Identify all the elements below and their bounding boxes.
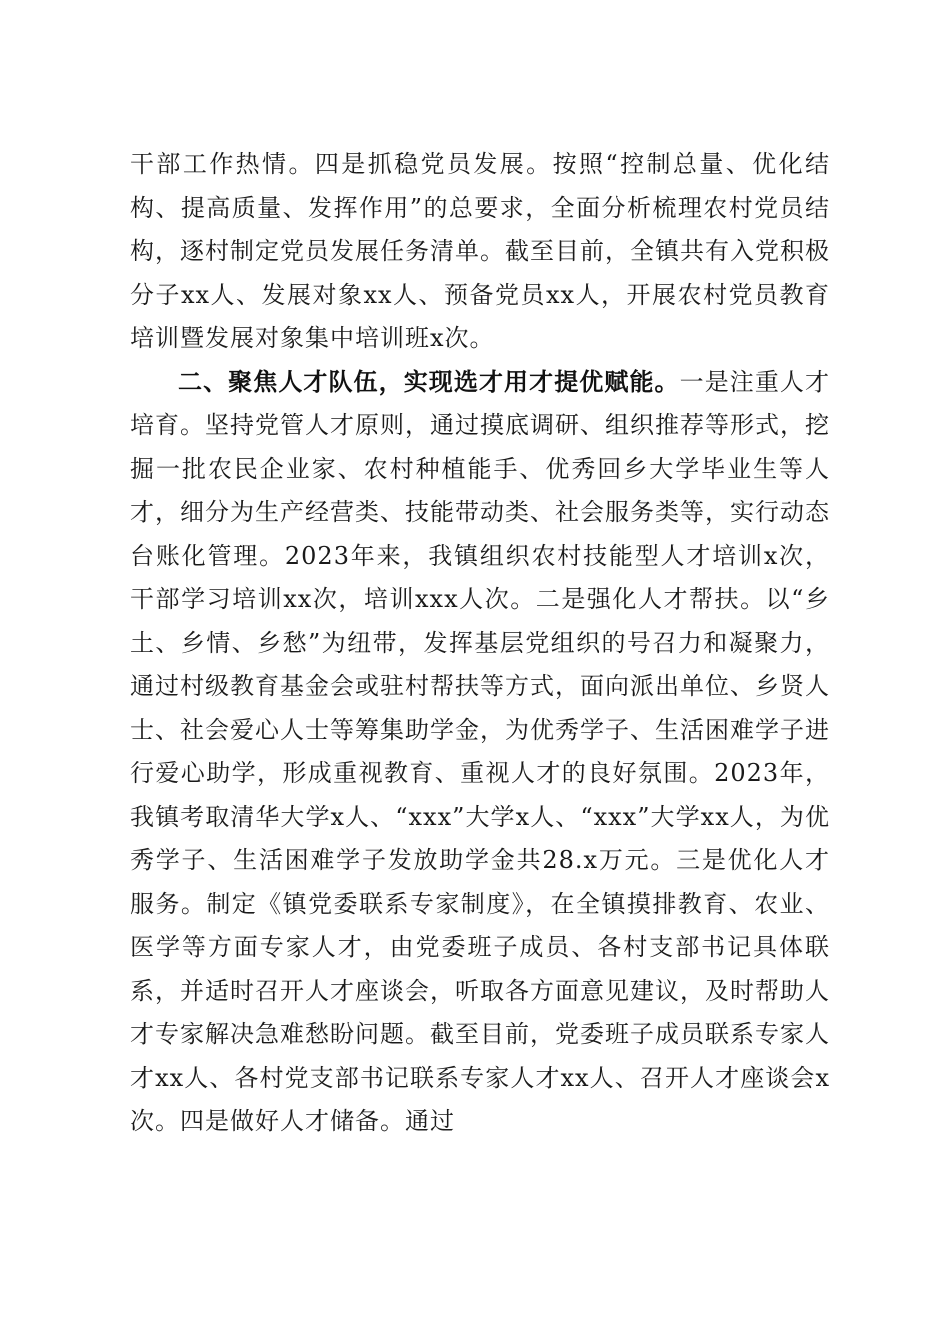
section-2-body: 一是注重人才培育。坚持党管人才原则，通过摸底调研、组织推荐等形式，挖掘一批农民企业家、农村种植能手、优秀回乡大学毕业生等人才，细分为生产经营类、技能带动类、社会服务类等，实行动态台账化管理。2023年来，我镇组织农村技能型人才培训x次，干部学习培训xx次，培训xxx人次。二是强化人才帮扶。以“乡土、乡情、乡愁”为纽带，发挥基层党组织的号召力和凝聚力，通过村级教育基金会或驻村帮扶等方式，面向派出单位、乡贤人士、社会爱心人士等筹集助学金，为优秀学子、生活困难学子进行爱心助学，形成重视教育、重视人才的良好氛围。2023年，我镇考取清华大学x人、“xxx”大学x人、“xxx”大学xx人，为优秀学子、生活困难学子发放助学金共28.x万元。三是优化人才服务。制定《镇党委联系专家制度》，在全镇摸排教育、农业、医学等方面专家人才，由党委班子成员、各村支部书记具体联系，并适时召开人才座谈会，听取各方面意见建议，及时帮助人才专家解决急难愁盼问题。截至目前，党委班子成员联系专家人才xx人、各村党支部书记联系专家人才xx人、召开人才座谈会x次。四是做好人才储备。通过: [130, 367, 831, 1135]
section-2-paragraph: [130, 361, 830, 1144]
paragraph-continuation: 干部工作热情。四是抓稳党员发展。按照“控制总量、优化结构、提高质量、发挥作用”的总要求，全面分析梳理农村党员结构，逐村制定党员发展任务清单。截至目前，全镇共有入党积极分子xx人、发展对象xx人、预备党员xx人，开展农村党员教育培训暨发展对象集中培训班x次。: [130, 150, 830, 352]
section-2-heading: 二、聚焦人才队伍，实现选才用才提优赋能。: [178, 367, 680, 396]
document-body: [130, 143, 830, 1144]
